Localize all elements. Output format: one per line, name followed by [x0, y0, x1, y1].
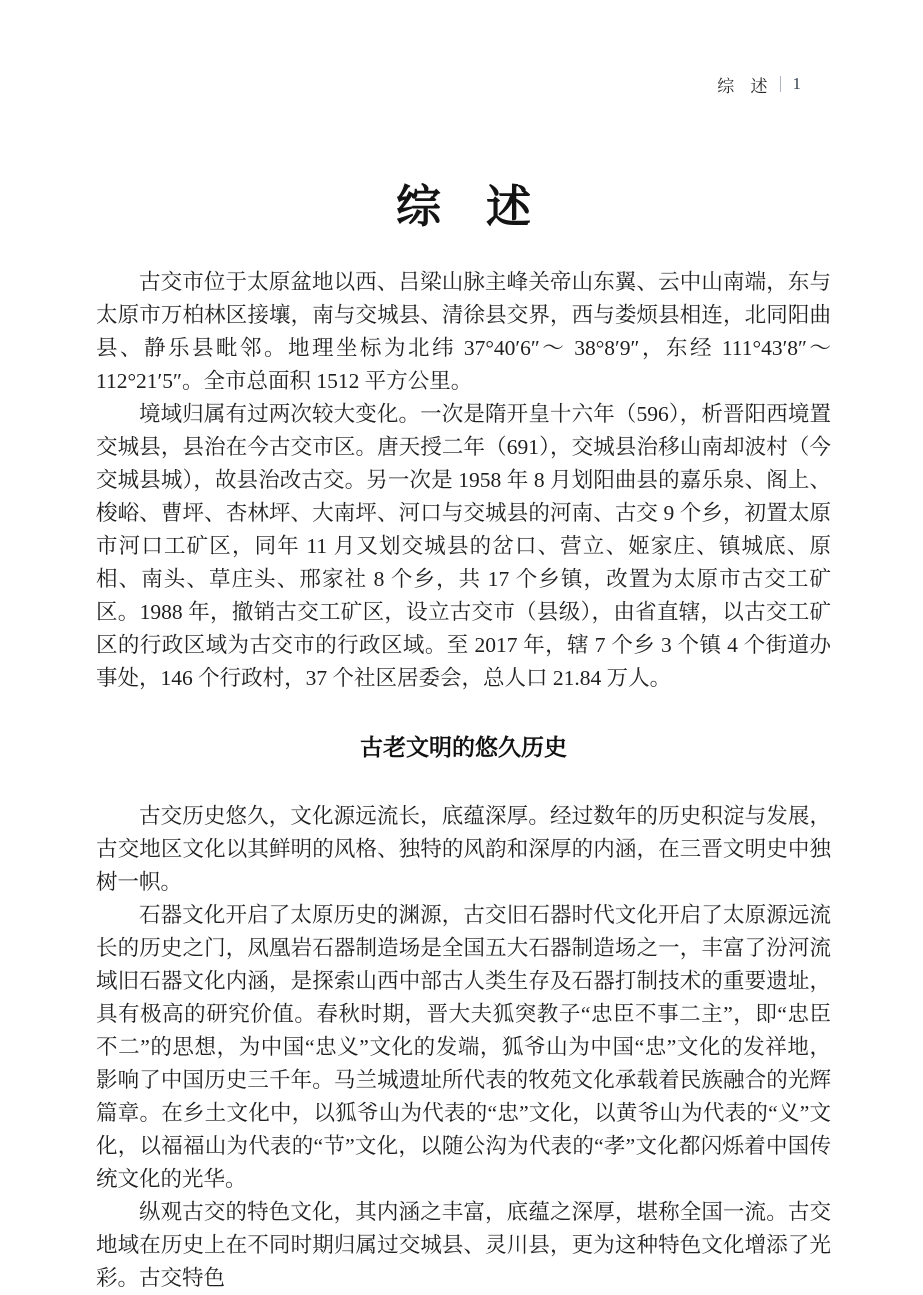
page-title: 综 述: [395, 182, 531, 232]
section-heading: 古老文明的悠久历史: [360, 734, 567, 760]
body-paragraph: 古交市位于太原盆地以西、吕梁山脉主峰关帝山东翼、云中山南端，东与太原市万柏林区接壤，南与交城县、清徐县交界，西与娄烦县相连，北同阳曲县、静乐县毗邻。地理坐标为北纬 37°40′6″～ 38°8′9″，东经 111°43′8″～ 112°21′5″。全市总面积 1512 平方公里。: [96, 270, 831, 393]
header-chapter-title: 综 述: [717, 76, 774, 96]
body-paragraph: 古交历史悠久，文化源远流长，底蕴深厚。经过数年的历史积淀与发展，古交地区文化以其鲜明的风格、独特的风韵和深厚的内涵，在三晋文明史中独树一帜。: [96, 804, 831, 894]
running-header: [717, 72, 801, 96]
body-paragraph: 纵观古交的特色文化，其内涵之丰富，底蕴之深厚，堪称全国一流。古交地域在历史上在不同时期归属过交城县、灵川县，更为这种特色文化增添了光彩。古交特色: [96, 1200, 831, 1290]
body-paragraph: 石器文化开启了太原历史的渊源，古交旧石器时代文化开启了太原源远流长的历史之门，凤凰岩石器制造场是全国五大石器制造场之一，丰富了汾河流域旧石器文化内涵，是探索山西中部古人类生存及石器打制技术的重要遗址，具有极高的研究价值。春秋时期，晋大夫狐突教子“忠臣不事二主”，即“忠臣不二”的思想，为中国“忠义”文化的发端，狐爷山为中国“忠”文化的发祥地，影响了中国历史三千年。马兰城遗址所代表的牧苑文化承载着民族融合的光辉篇章。在乡土文化中，以狐爷山为代表的“忠”文化，以黄爷山为代表的“义”文化，以福福山为代表的“节”文化，以随公沟为代表的“孝”文化都闪烁着中国传统文化的光华。: [96, 903, 831, 1191]
header-page-number: 1: [792, 74, 801, 93]
header-divider: [780, 76, 781, 92]
page-body: [96, 266, 831, 1295]
body-paragraph: 境域归属有过两次较大变化。一次是隋开皇十六年（596），析晋阳西境置交城县，县治在今古交市区。唐天授二年（691），交城县治移山南却波村（今交城县城），故县治改古交。另一次是 1958 年 8 月划阳曲县的嘉乐泉、阁上、梭峪、曹坪、杏林坪、大南坪、河口与交城县的河南、古交 9 个乡，初置太原市河口工矿区，同年 11 月又划交城县的岔口、营立、姬家庄、镇城底、原相、南头、草庄头、邢家社 8 个乡，共 17 个乡镇，改置为太原市古交工矿区。1988 年，撤销古交工矿区，设立古交市（县级），由省直辖，以古交工矿区的行政区域为古交市的行政区域。至 2017 年，辖 7 个乡 3 个镇 4 个街道办事处，146 个行政村，37 个社区居委会，总人口 21.84 万人。: [96, 402, 831, 690]
